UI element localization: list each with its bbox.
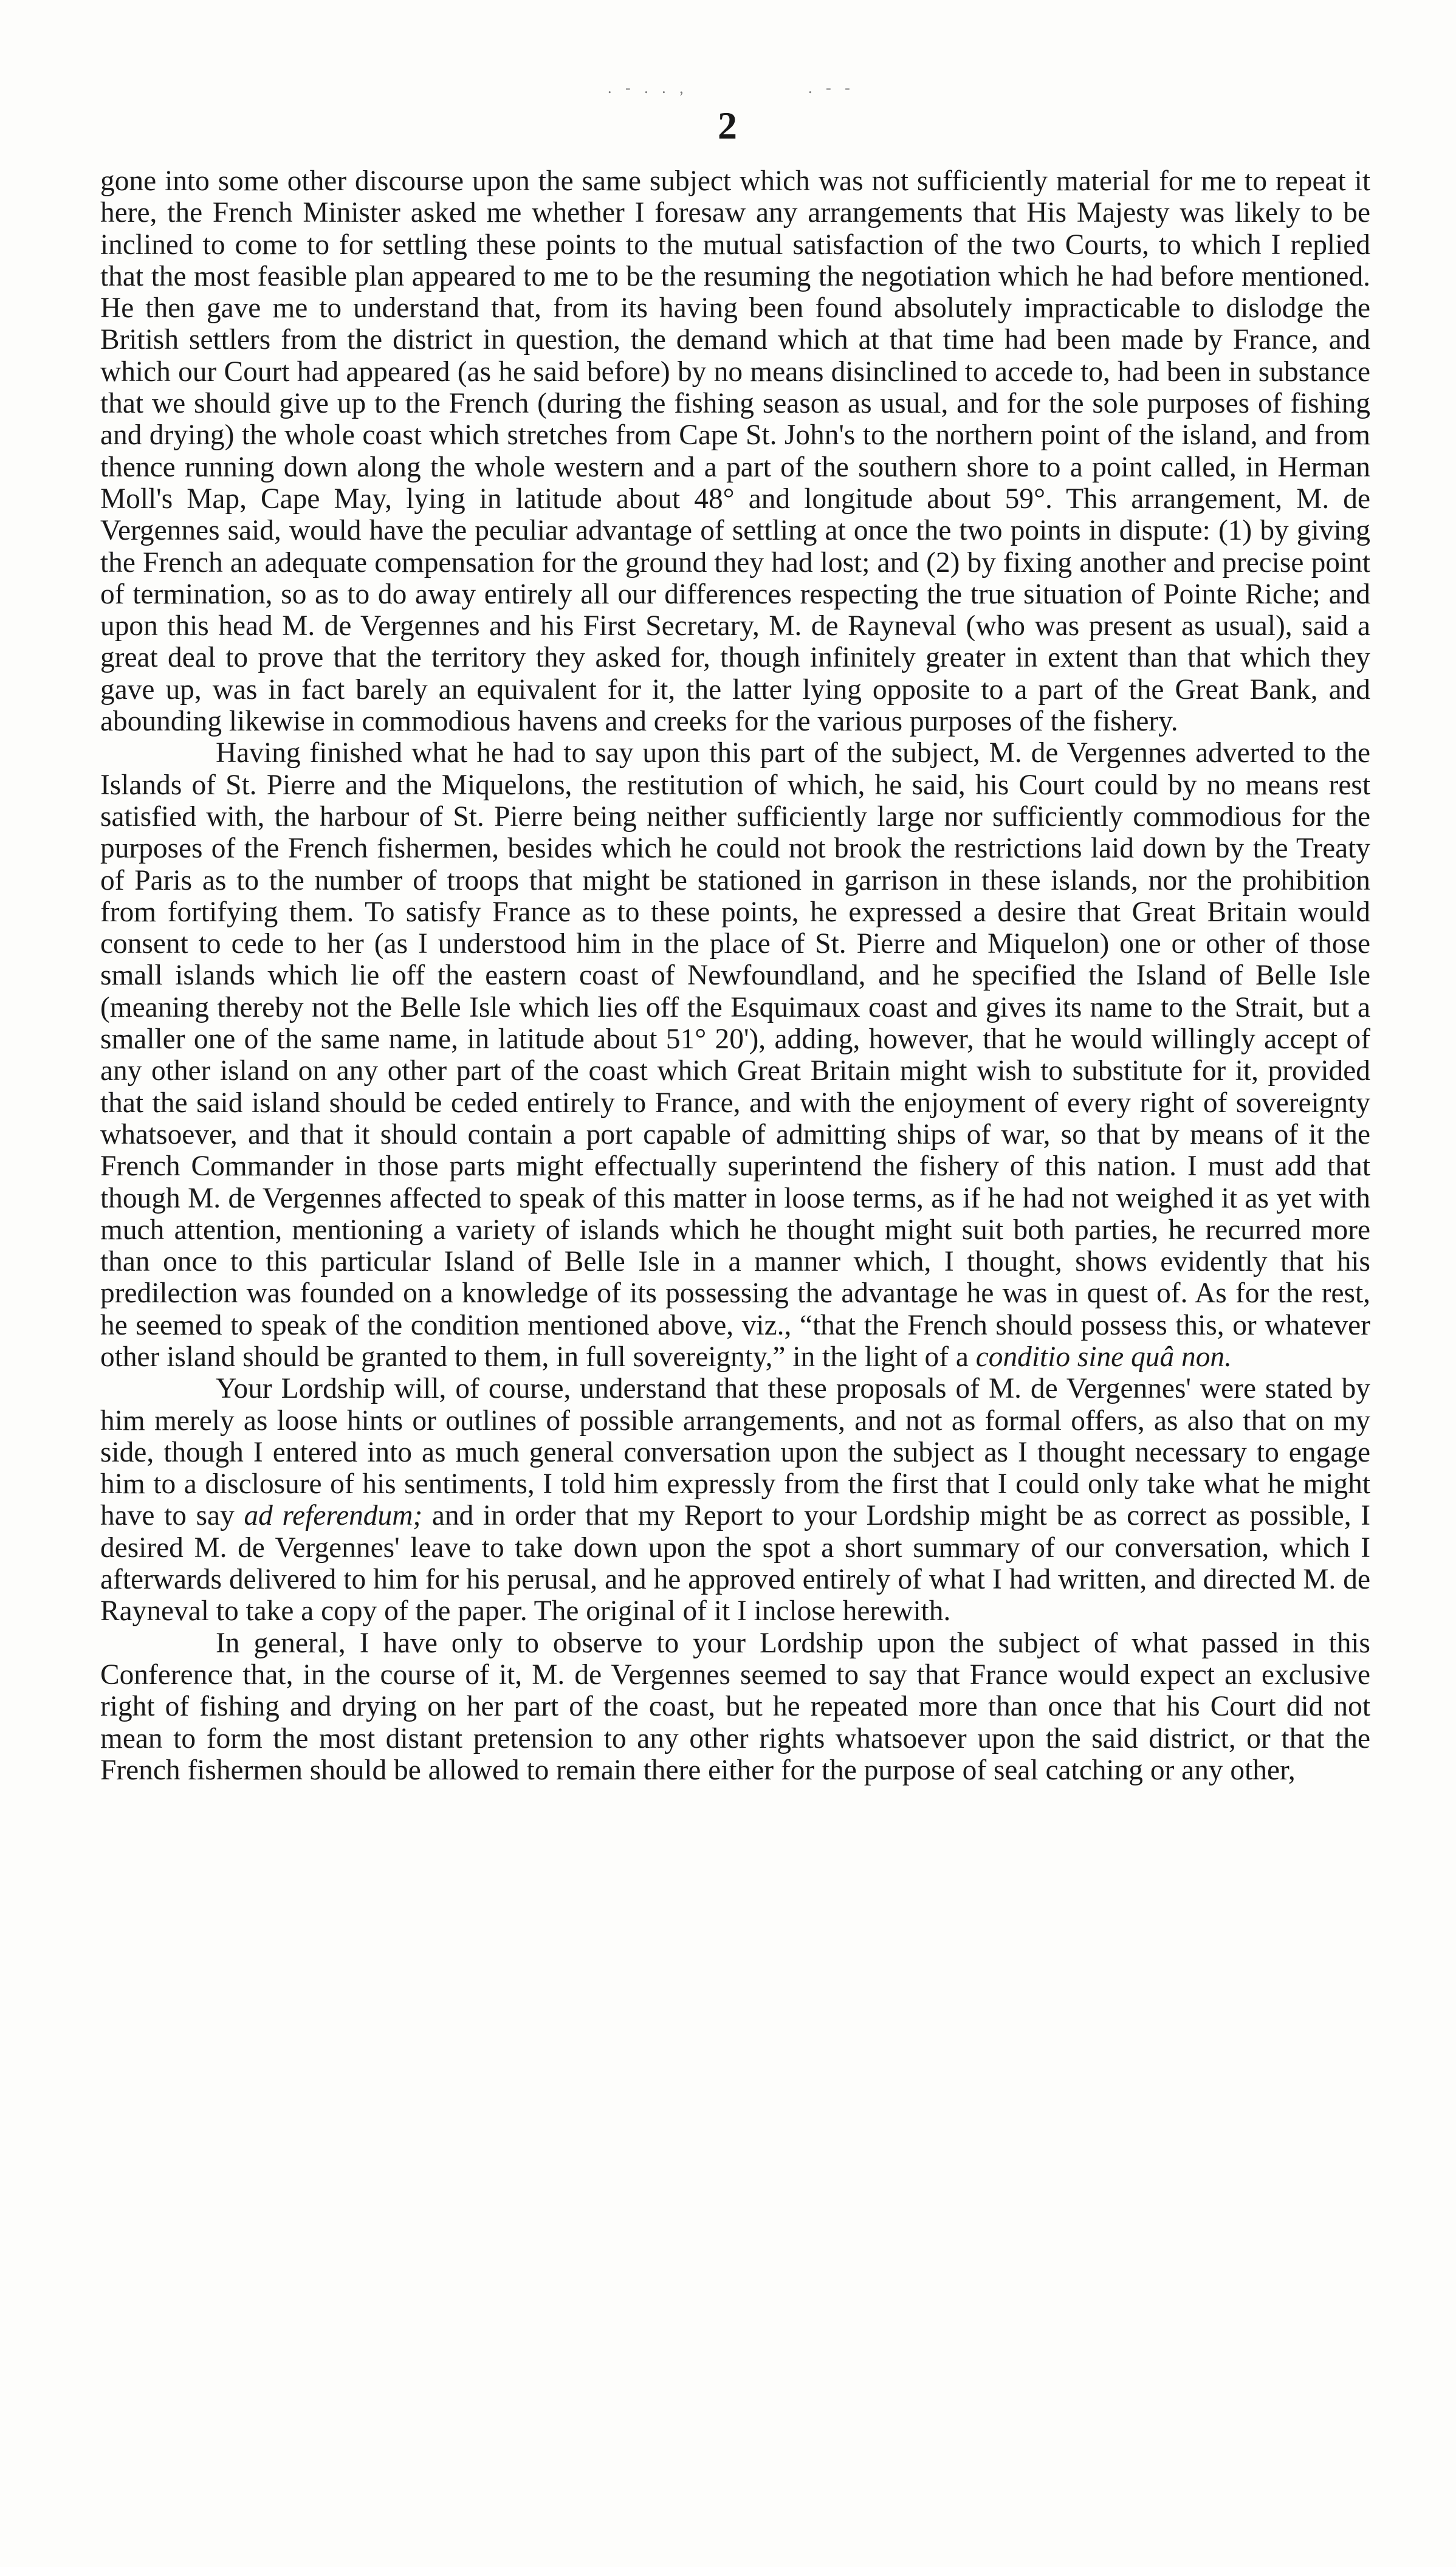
text-run: Having finished what he had to say upon this part of the subject, M. de Vergennes adverted to the Islands of St. Pierre and the Miquelons, the restitution of which, he said, his Court could by no means rest satisfied with, the harbour of St. Pierre being neither sufficiently large nor sufficiently commodious for the purposes of the French fishermen, besides which he could not brook the restrictions laid down by the Treaty of Paris as to the number of troops that might be stationed in garrison in these islands, nor the prohibition from fortifying them. To satisfy France as to these points, he expressed a desire that Great Britain would consent to cede to her (as I understood him in the place of St. Pierre and Miquelon) one or other of those small islands which lie off the eastern coast of Newfoundland, and he specified the Island of Belle Isle (meaning thereby not the Belle Isle which lies off the Esquimaux coast and gives its name to the Strait, but a smaller one of the same name, in latitude about 51° 20'), adding, however, that he would willingly accept of any other island on any other part of the coast which Great Britain might wish to substitute for it, provided that the said island should be ceded entirely to France, and with the enjoyment of every right of sovereignty whatsoever, and that it should contain a port capable of admitting ships of war, so that by means of it the French Commander in those parts might effectually superintend the fishery of this nation. I must add that though M. de Vergennes affected to speak of this matter in loose terms, as if he had not weighed it as yet with much attention, mentioning a variety of islands which he thought might suit both parties, he recurred more than once to this particular Island of Belle Isle in a manner which, I thought, shows evidently that his predilection was founded on a knowledge of its possessing the advantage he was in quest of. As for the rest, he seemed to speak of the condition mentioned above, viz., “that the French should possess this, or whatever other island should be granted to them, in full sovereignty,” in the light of a (100, 737, 1370, 1373)
body-text (100, 165, 1370, 1786)
paragraph-4 (100, 1627, 1370, 1786)
paragraph-3 (100, 1373, 1370, 1627)
text-run: and in order that my Report to your Lordship might be as correct as possible, I desired M. de Vergennes' leave to take down upon the spot a short summary of our conversation, which I afterwards delivered to him for his perusal, and he approved entirely of what I had written, and directed M. de Rayneval to take a copy of the paper. The original of it I inclose herewith. (100, 1500, 1370, 1627)
italic-phrase: ad referendum; (244, 1500, 423, 1532)
text-run: gone into some other discourse upon the same subject which was not sufficiently material for me to repeat it here, the French Minister asked me whether I foresaw any arrangements that His Majesty was likely to be inclined to come to for settling these points to the mutual satisfaction of the two Courts, to which I replied that the most feasible plan appeared to me to be the resuming the negotiation which he had before mentioned. He then gave me to understand that, from its having been found absolutely impracticable to dislodge the British settlers from the district in question, the demand which at that time had been made by France, and which our Court had appeared (as he said before) by no means disinclined to accede to, had been in substance that we should give up to the French (during the fishing season as usual, and for the sole purposes of fishing and drying) the whole coast which stretches from Cape St. John's to the northern point of the island, and from thence running down along the whole western and a part of the southern shore to a point called, in Herman Moll's Map, Cape May, lying in latitude about 48° and longitude about 59°. This arrangement, M. de Vergennes said, would have the peculiar advantage of settling at once the two points in dispute: (1) by giving the French an adequate compensation for the ground they had lost; and (2) by fixing another and precise point of termination, so as to do away entirely all our differences respecting the true situation of Pointe Riche; and upon this head M. de Vergennes and his First Secretary, M. de Rayneval (who was present as usual), said a great deal to prove that the territory they asked for, though infinitely greater in extent than that which they gave up, was in fact barely an equivalent for it, the latter lying opposite to a part of the Great Bank, and abounding likewise in commodious havens and creeks for the various purposes of the fishery. (100, 165, 1370, 738)
italic-phrase: conditio sine quâ non. (975, 1341, 1232, 1373)
text-run: In general, I have only to observe to your Lordship upon the subject of what passed in this Conference that, in the course of it, M. de Vergennes seemed to say that France would expect an exclusive right of fishing and drying on her part of the coast, but he repeated more than once that his Court did not mean to form the most distant pretension to any other rights whatsoever upon the said district, or that the French fishermen should be allowed to remain there either for the purpose of seal catching or any other, (100, 1627, 1370, 1786)
page-number: 2 (718, 104, 738, 147)
text-run: Your Lordship will, of course, understand that these proposals of M. de Vergennes' were stated by him merely as loose hints or outlines of possible arrangements, and not as formal offers, as also that on my side, though I entered into as much general conversation upon the subject as I thought necessary to engage him to a disclosure of his sentiments, I told him expressly from the first that I could only take what he might have to say (100, 1373, 1370, 1532)
print-marks: . - . . , . - - (608, 79, 855, 97)
paragraph-2 (100, 737, 1370, 1373)
paragraph-1 (100, 165, 1370, 737)
